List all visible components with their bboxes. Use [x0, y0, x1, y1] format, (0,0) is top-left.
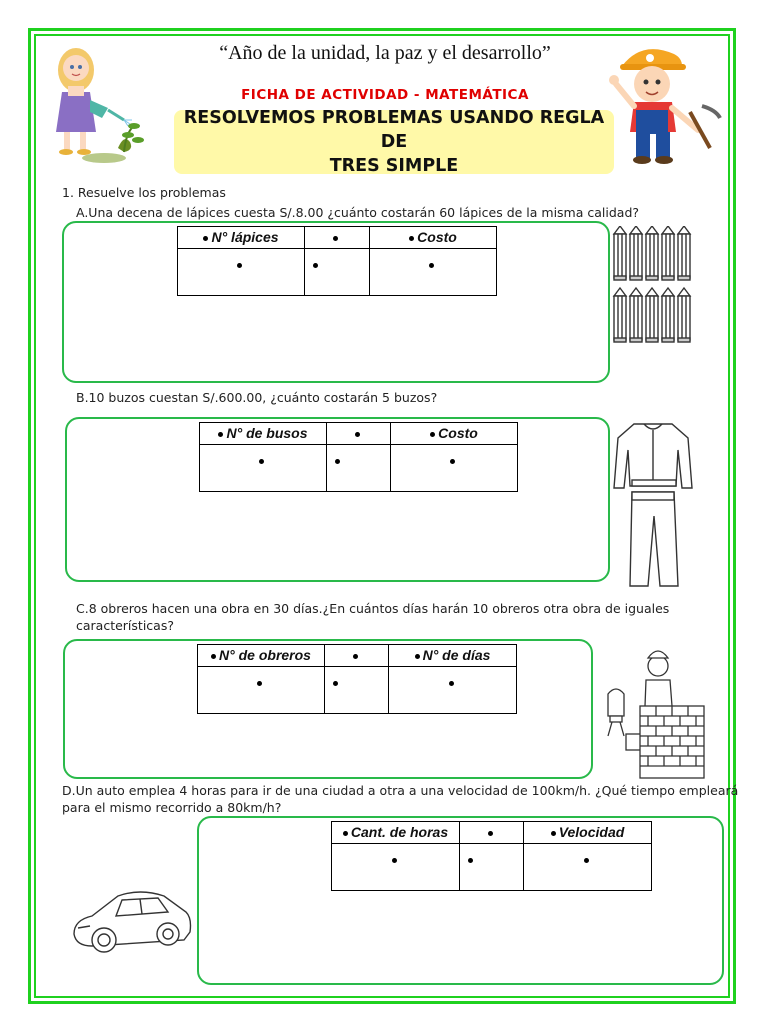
- problem-a-cell-1[interactable]: [178, 249, 305, 296]
- bullet-icon: [488, 831, 493, 836]
- problem-c-col3-header: N° de días: [422, 647, 491, 663]
- problem-d-cell-3[interactable]: [524, 844, 652, 891]
- sports-car-icon: [70, 880, 194, 960]
- bullet-icon: [343, 831, 348, 836]
- bullet-icon: [203, 236, 208, 241]
- worksheet-title: [174, 110, 614, 174]
- problem-d-text-line1: D.Un auto emplea 4 horas para ir de una ciudad a otra a una velocidad de 100km/h. ¿Qué tiempo empleará: [62, 783, 739, 798]
- problem-b-col3-header: Costo: [438, 425, 478, 441]
- problem-a-col3-header: Costo: [417, 229, 457, 245]
- problem-c-col1-header: N° de obreros: [219, 647, 311, 663]
- worker-boy-illustration: [606, 36, 724, 166]
- problem-b-text: B.10 buzos cuestan S/.600.00, ¿cuánto costarán 5 buzos?: [76, 390, 438, 405]
- problem-b-col1-header: N° de busos: [226, 425, 308, 441]
- bullet-icon: [584, 858, 589, 863]
- problem-a-text: A.Una decena de lápices cuesta S/.8.00 ¿cuánto costarán 60 lápices de la misma calidad?: [76, 205, 640, 220]
- bullet-icon: [335, 459, 340, 464]
- bullet-icon: [211, 654, 216, 659]
- bullet-icon: [333, 236, 338, 241]
- bullet-icon: [259, 459, 264, 464]
- girl-watering-illustration: [46, 40, 156, 168]
- bullet-icon: [468, 858, 473, 863]
- problem-d-col1-header: Cant. de horas: [350, 824, 449, 840]
- problem-b-cell-3[interactable]: [391, 445, 518, 492]
- bullet-icon: [313, 263, 318, 268]
- problem-c-cell-3[interactable]: [389, 667, 517, 714]
- problem-c-table: [197, 644, 517, 714]
- problem-a-col1-header: N° lápices: [211, 229, 279, 245]
- problem-a-table: [177, 226, 497, 296]
- problem-c-cell-2[interactable]: [325, 667, 389, 714]
- bullet-icon: [429, 263, 434, 268]
- problem-d-col3-header: Velocidad: [558, 824, 625, 840]
- bullet-icon: [450, 459, 455, 464]
- problem-b-cell-2[interactable]: [327, 445, 391, 492]
- instruction-text: 1. Resuelve los problemas: [62, 185, 226, 200]
- bullet-icon: [392, 858, 397, 863]
- motto-text: “Año de la unidad, la paz y el desarrollo”: [219, 42, 551, 64]
- bullet-icon: [218, 432, 223, 437]
- problem-c-text-line2: características?: [76, 618, 174, 633]
- problem-c-cell-1[interactable]: [198, 667, 325, 714]
- bullet-icon: [551, 831, 556, 836]
- problem-d-cell-2[interactable]: [460, 844, 524, 891]
- bullet-icon: [353, 654, 358, 659]
- problem-a-cell-2[interactable]: [305, 249, 370, 296]
- problem-d-text-line2: para el mismo recorrido a 80km/h?: [62, 800, 282, 815]
- title-line-1: RESOLVEMOS PROBLEMAS USANDO REGLA DE: [183, 108, 605, 152]
- bullet-icon: [409, 236, 414, 241]
- bullet-icon: [237, 263, 242, 268]
- problem-b-cell-1[interactable]: [200, 445, 327, 492]
- tracksuit-icon: [612, 418, 694, 592]
- bricklayer-icon: [600, 636, 708, 782]
- bullet-icon: [333, 681, 338, 686]
- bullet-icon: [415, 654, 420, 659]
- problem-d-table: [331, 821, 652, 891]
- problem-c-text-line1: C.8 obreros hacen una obra en 30 días.¿En cuántos días harán 10 obreros otra obra de iguales: [76, 601, 670, 616]
- problem-d-cell-1[interactable]: [332, 844, 460, 891]
- ficha-heading: FICHA DE ACTIVIDAD - MATEMÁTICA: [241, 87, 529, 103]
- pencils-icon: [610, 226, 706, 348]
- problem-a-cell-3[interactable]: [370, 249, 497, 296]
- title-line-2: TRES SIMPLE: [329, 156, 459, 176]
- problem-b-table: [199, 422, 518, 492]
- bullet-icon: [449, 681, 454, 686]
- bullet-icon: [257, 681, 262, 686]
- bullet-icon: [355, 432, 360, 437]
- bullet-icon: [430, 432, 435, 437]
